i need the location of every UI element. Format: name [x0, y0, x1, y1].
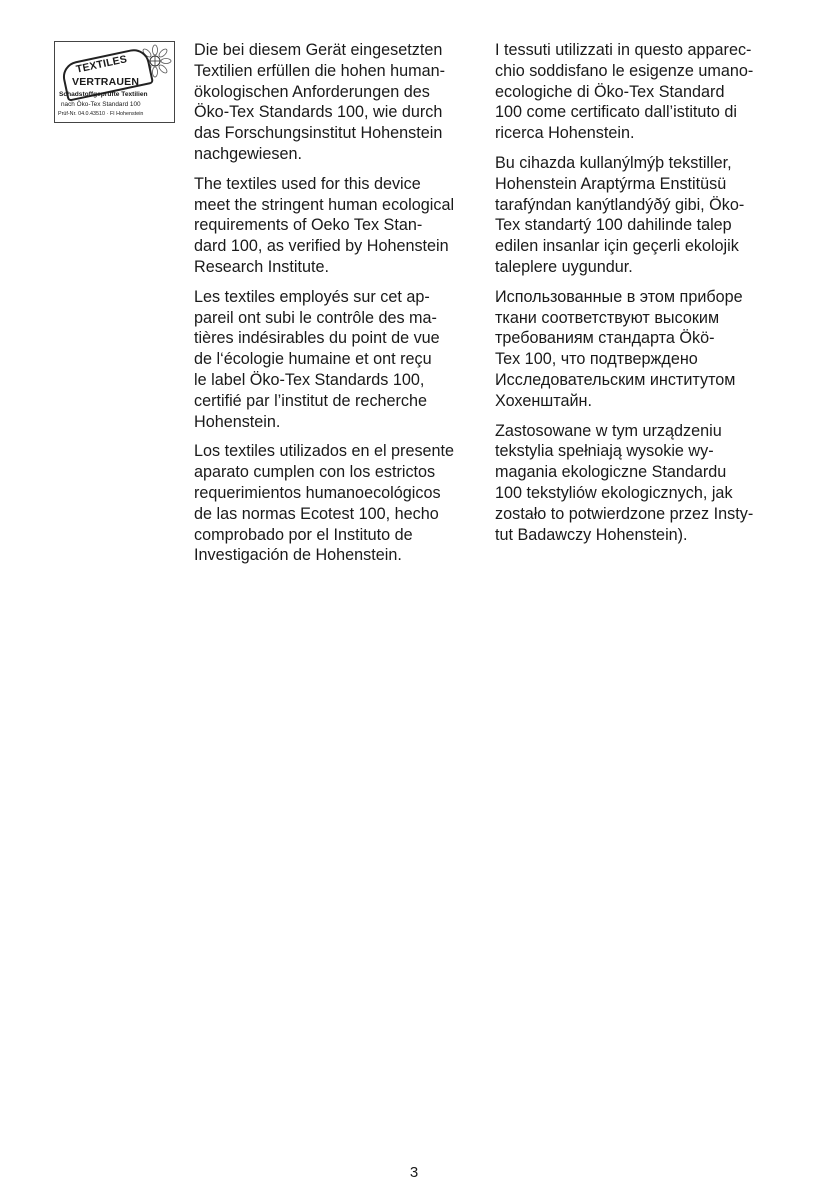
paragraph-italian: I tessuti utilizzati in questo apparec- chio soddisfano le esigenze umano- ecologiche di Öko-Tex Standard 100 come certificato dall’istituto di ricerca Hohenstein. — [495, 41, 754, 143]
logo-line-3: Schadstoffgeprüfte Textilien — [59, 91, 148, 98]
paragraph-french: Les textiles employés sur cet ap- pareil ont subi le contrôle des ma- tières indésirables du point de vue de l‘écologie humaine et ont reçu le label Öko-Tex Standards 100, certifié par l’institut de recherche Hohenstein. — [194, 287, 440, 431]
text-column-left — [194, 40, 474, 575]
oeko-tex-logo — [54, 41, 175, 123]
paragraph-german: Die bei diesem Gerät eingesetzten Textilien erfüllen die hohen human- ökologischen Anforderungen des Öko-Tex Standards 100, wie durch das Forschungsinstitut Hohenstein nachgewiesen. — [194, 41, 446, 163]
text-column-right — [495, 40, 775, 554]
paragraph-english: The textiles used for this device meet the stringent human ecological requirements of Oeko Tex Stan- dard 100, as verified by Hohenstein Research Institute. — [194, 174, 455, 276]
paragraph-russian: Использованные в этом приборе ткани соответствуют высоким требованиям стандарта Ökö- Tex 100, что подтверждено Исследовательским институтом Хохенштайн. — [495, 287, 743, 410]
logo-line-5: Prüf-Nr. 04.0.43510 · FI Hohenstein — [58, 111, 144, 117]
paragraph-spanish: Los textiles utilizados en el presente aparato cumplen con los estrictos requerimientos humanoecológicos de las normas Ecotest 100, hecho comprobado por el Instituto de Investigación de Hohenstein. — [194, 442, 455, 565]
logo-line-2: VERTRAUEN — [72, 76, 140, 88]
logo-line-4: nach Öko-Tex Standard 100 — [61, 101, 141, 108]
paragraph-turkish: Bu cihazda kullanýlmýþ tekstiller, Hohenstein Araptýrma Enstitüsü tarafýndan kanýtlandýðý gibi, Öko- Tex standartý 100 dahilinde talep edilen insanlar için geçerli ekolojik taleplere uygundur. — [495, 153, 745, 276]
logo-line-1: TEXTILES — [75, 53, 129, 76]
page-number: 3 — [409, 1164, 419, 1181]
paragraph-polish: Zastosowane w tym urządzeniu tekstylia spełniają wysokie wy- magania ekologiczne Standardu 100 tekstyliów ekologicznych, jak zostało to potwierdzone przez Insty- tut Badawczy Hohenstein). — [495, 421, 754, 544]
